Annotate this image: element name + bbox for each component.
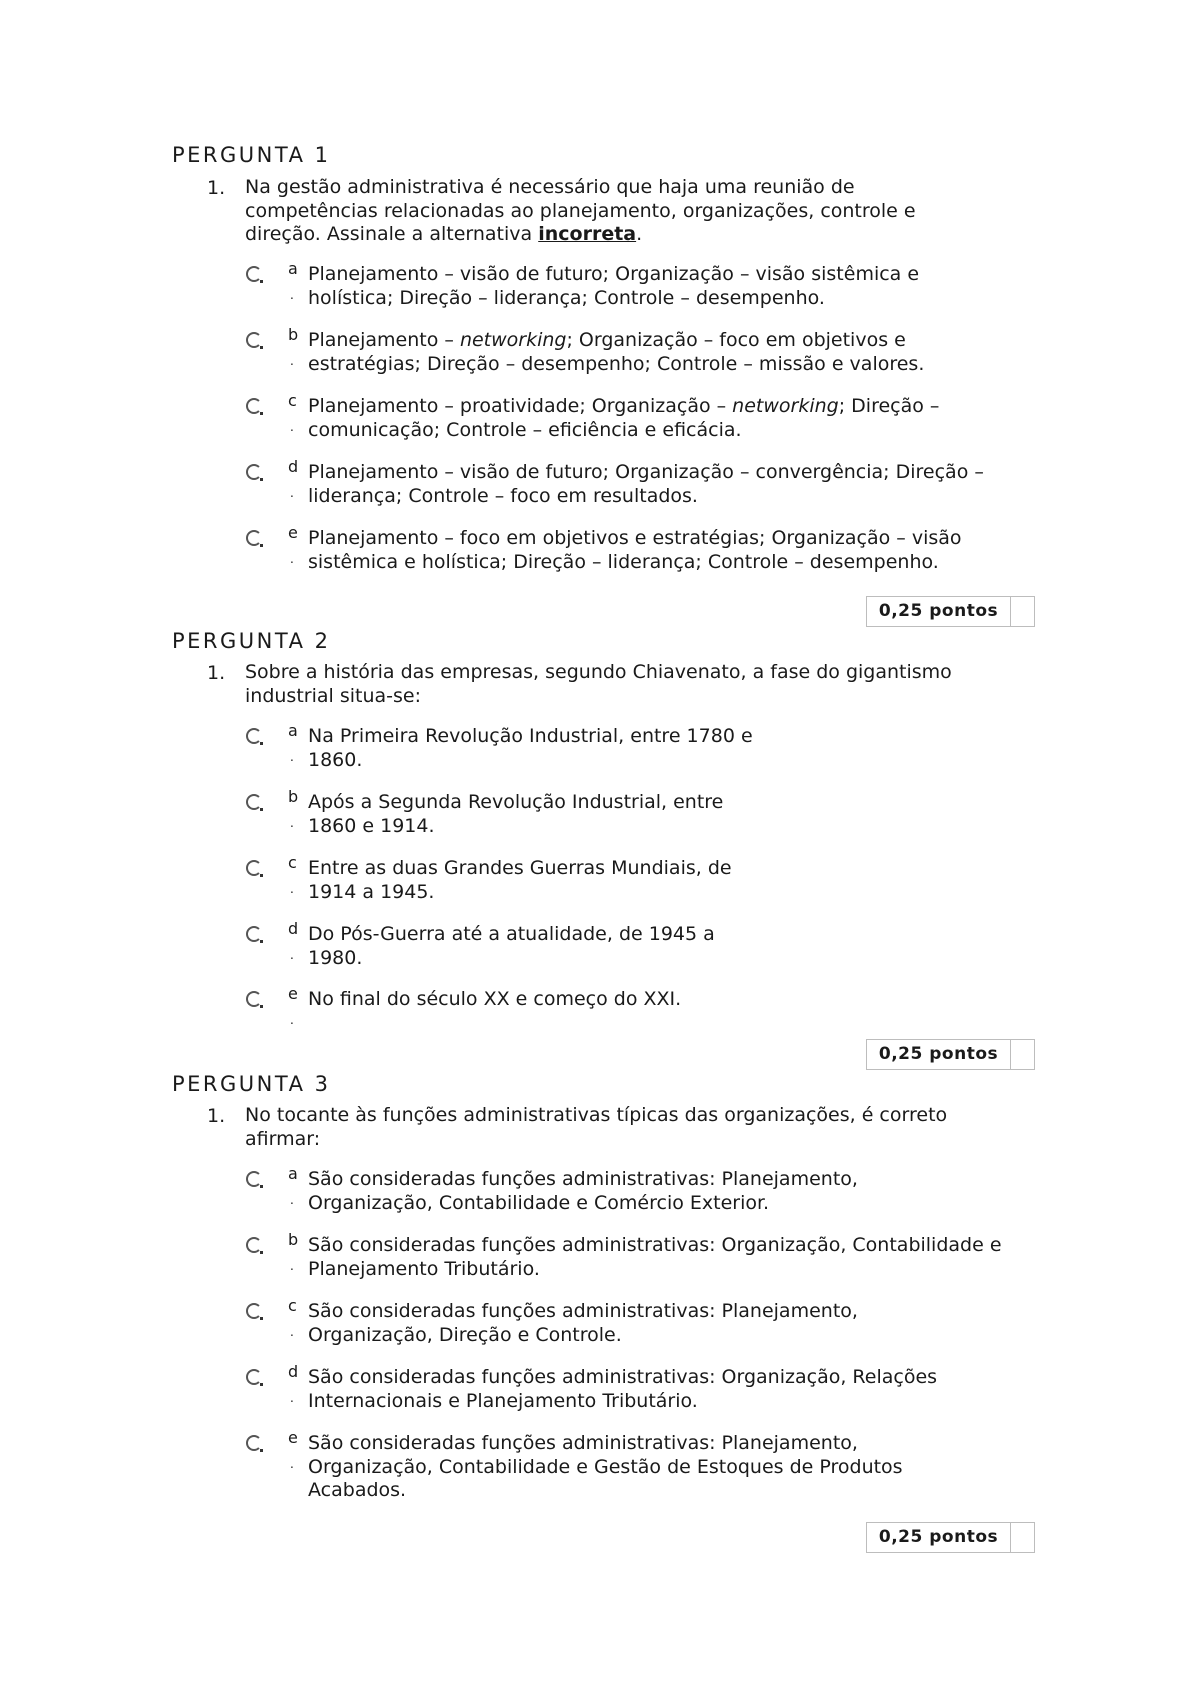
option-dot: . [290, 552, 294, 566]
option-text-line-2: 1914 a 1945. [308, 880, 435, 903]
option-text-italic: networking [459, 329, 567, 351]
option-text [308, 791, 1036, 838]
question-1-title: PERGUNTA 1 [172, 143, 331, 167]
question-1-score [866, 596, 1035, 627]
radio-button[interactable] [246, 794, 262, 810]
option-text-part-2: ; Direção – comunicação; Controle – eficiência e eficácia. [308, 395, 940, 441]
option-letter: e [288, 523, 298, 542]
question-1-option-c[interactable] [246, 391, 1036, 451]
question-3-option-b[interactable] [246, 1230, 1036, 1290]
question-2-option-e[interactable] [246, 984, 1036, 1044]
option-text-line-1: Na Primeira Revolução Industrial, entre 1780 e [308, 725, 753, 747]
question-1-option-d[interactable] [246, 457, 1036, 517]
question-2-option-c[interactable] [246, 853, 1036, 913]
question-2-title: PERGUNTA 2 [172, 629, 331, 653]
question-2-option-a[interactable] [246, 721, 1036, 781]
question-1-option-b[interactable] [246, 325, 1036, 385]
question-2-score [866, 1039, 1035, 1070]
option-dot: . [290, 354, 294, 368]
question-2-option-b[interactable] [246, 787, 1036, 847]
radio-button[interactable] [246, 991, 262, 1007]
option-dot: . [290, 1259, 294, 1273]
radio-button[interactable] [246, 1435, 262, 1451]
score-box[interactable] [1011, 1523, 1034, 1552]
option-dot: . [290, 882, 294, 896]
option-text-line-2: 1980. [308, 946, 363, 969]
question-1-number: 1. [207, 177, 226, 199]
option-letter: a [288, 721, 298, 740]
option-text-line-1: Após a Segunda Revolução Industrial, entre [308, 791, 724, 813]
radio-button[interactable] [246, 464, 262, 480]
question-3-text: No tocante às funções administrativas típicas das organizações, é correto afirmar: [245, 1104, 948, 1150]
option-dot: . [290, 816, 294, 830]
option-letter: c [288, 1296, 297, 1315]
question-3-score [866, 1522, 1035, 1553]
question-3-title: PERGUNTA 3 [172, 1072, 331, 1096]
option-letter: e [288, 984, 298, 1003]
option-letter: c [288, 853, 297, 872]
option-text-line-2: 1860 e 1914. [308, 814, 435, 837]
radio-button[interactable] [246, 926, 262, 942]
question-3-option-d[interactable] [246, 1362, 1036, 1422]
option-text [308, 395, 988, 442]
question-1-text [245, 176, 985, 247]
option-dot: . [290, 750, 294, 764]
option-text: Planejamento – foco em objetivos e estratégias; Organização – visão sistêmica e holística; Direção – liderança; Controle – desempenho. [308, 527, 962, 573]
option-text-line-2: 1860. [308, 748, 363, 771]
option-text [308, 857, 1036, 904]
question-1-option-e[interactable] [246, 523, 1036, 583]
question-3-option-a[interactable] [246, 1164, 1036, 1224]
option-text-italic: networking [732, 395, 839, 417]
question-1-text-main: Na gestão administrativa é necessário que haja uma reunião de competências relacionadas ao planejamento, organizações, controle e direção. Assinale a alternativa [245, 176, 916, 245]
option-letter: b [288, 787, 299, 806]
option-dot: . [290, 1013, 294, 1027]
score-label: 0,25 pontos [867, 597, 1011, 626]
score-label: 0,25 pontos [867, 1523, 1011, 1552]
option-dot: . [290, 1325, 294, 1339]
option-letter: d [288, 457, 299, 476]
radio-button[interactable] [246, 1171, 262, 1187]
radio-button[interactable] [246, 1369, 262, 1385]
score-box[interactable] [1011, 1040, 1034, 1069]
option-letter: d [288, 1362, 299, 1381]
option-dot: . [290, 948, 294, 962]
option-text: São consideradas funções administrativas: Planejamento, Organização, Direção e Controle. [308, 1300, 858, 1346]
option-dot: . [290, 1193, 294, 1207]
radio-button[interactable] [246, 1303, 262, 1319]
option-text: Planejamento – visão de futuro; Organização – visão sistêmica e holística; Direção – liderança; Controle – desempenho. [308, 263, 920, 309]
option-text [308, 725, 1036, 772]
radio-button[interactable] [246, 266, 262, 282]
option-dot: . [290, 420, 294, 434]
option-text: São consideradas funções administrativas: Organização, Relações Internacionais e Planejamento Tributário. [308, 1366, 938, 1412]
option-text-line-1: Do Pós-Guerra até a atualidade, de 1945 a [308, 923, 715, 945]
radio-button[interactable] [246, 860, 262, 876]
radio-button[interactable] [246, 728, 262, 744]
radio-button[interactable] [246, 398, 262, 414]
radio-button[interactable] [246, 332, 262, 348]
radio-button[interactable] [246, 1237, 262, 1253]
question-1-text-end: . [636, 223, 643, 245]
option-text [308, 923, 1036, 970]
question-3-option-c[interactable] [246, 1296, 1036, 1356]
option-text-part-1: Planejamento – proatividade; Organização – [308, 395, 733, 417]
radio-button[interactable] [246, 530, 262, 546]
question-1-option-a[interactable] [246, 259, 1036, 319]
option-letter: b [288, 325, 299, 344]
option-dot: . [290, 288, 294, 302]
option-text: São consideradas funções administrativas: Organização, Contabilidade e Planejamento Tributário. [308, 1234, 1002, 1280]
option-text-line-1: Entre as duas Grandes Guerras Mundiais, de [308, 857, 732, 879]
question-3-option-e[interactable] [246, 1428, 1036, 1512]
question-2-text: Sobre a história das empresas, segundo Chiavenato, a fase do gigantismo industrial situa-se: [245, 661, 952, 707]
option-letter: d [288, 919, 299, 938]
option-letter: e [288, 1428, 298, 1447]
option-letter: a [288, 1164, 298, 1183]
option-text: São consideradas funções administrativas: Planejamento, Organização, Contabilidade e Gestão de Estoques de Produtos Acabados. [308, 1432, 903, 1501]
option-text-part-2: ; Organização – foco em objetivos e estratégias; Direção – desempenho; Controle – missão e valores. [308, 329, 925, 375]
question-2-number: 1. [207, 662, 226, 684]
option-letter: b [288, 1230, 299, 1249]
option-dot: . [290, 1457, 294, 1471]
option-text: São consideradas funções administrativas: Planejamento, Organização, Contabilidade e Comércio Exterior. [308, 1168, 858, 1214]
option-dot: . [290, 486, 294, 500]
option-letter: c [288, 391, 297, 410]
question-3-number: 1. [207, 1105, 226, 1127]
score-label: 0,25 pontos [867, 1040, 1011, 1069]
option-dot: . [290, 1391, 294, 1405]
option-text-part-1: Planejamento – [308, 329, 460, 351]
question-2-option-d[interactable] [246, 919, 1036, 979]
score-box[interactable] [1011, 597, 1034, 626]
option-text: Planejamento – visão de futuro; Organização – convergência; Direção – liderança; Controle – foco em resultados. [308, 461, 984, 507]
option-text [308, 329, 988, 376]
question-1-emphasis: incorreta [538, 223, 637, 245]
option-text: No final do século XX e começo do XXI. [308, 988, 682, 1010]
option-letter: a [288, 259, 298, 278]
